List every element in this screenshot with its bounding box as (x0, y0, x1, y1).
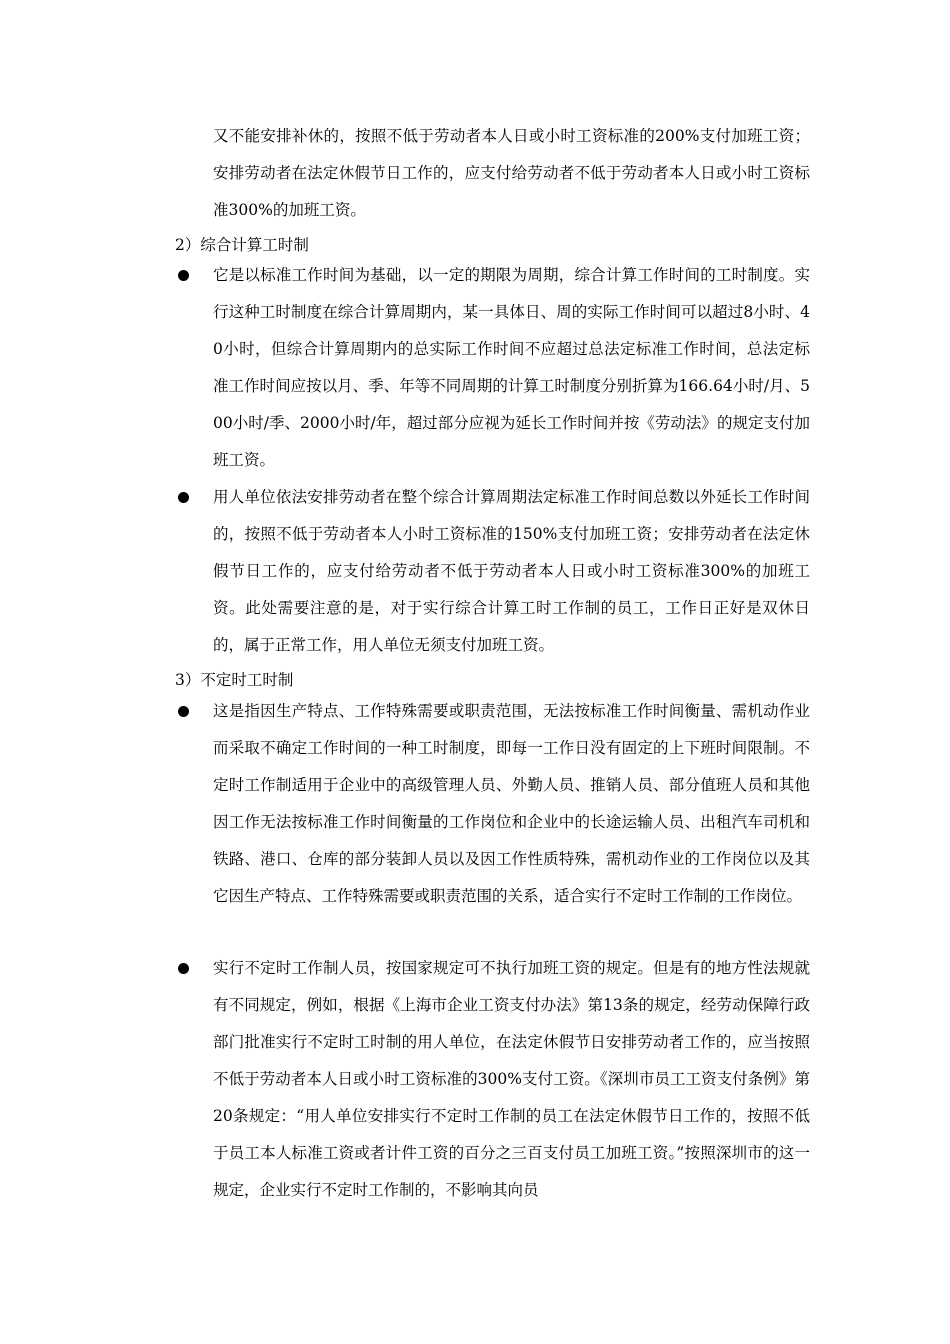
section-3-heading: 3）不定时工时制 (175, 671, 294, 689)
bullet-icon (178, 706, 189, 717)
section-3-bullet-2: 实行不定时工作制人员，按国家规定可不执行加班工资的规定。但是有的地方性法规就有不同规定，例如，根据《上海市企业工资支付办法》第13条的规定，经劳动保障行政部门批准实行不定时工时制的用人单位，在法定休假节日安排劳动者工作的，应当按照不低于劳动者本人日或小时工资标准的300%支付工资。《深圳市员工工资支付条例》第20条规定：“用人单位安排实行不定时工作制的员工在法定休假节日工作的，按照不低于员工本人标准工资或者计件工资的百分之三百支付员工加班工资。”按照深圳市的这一规定，企业实行不定时工作制的，不影响其向员 (213, 959, 810, 1199)
bullet-icon (178, 963, 189, 974)
section-2-bullet-1: 它是以标准工作时间为基础，以一定的期限为周期，综合计算工作时间的工时制度。实行这种工时制度在综合计算周期内，某一具体日、周的实际工作时间可以超过8小时、40小时，但综合计算周期内的总实际工作时间不应超过总法定标准工作时间，总法定标准工作时间应按以月、季、年等不同周期的计算工时制度分别折算为166.64小时/月、500小时/季、2000小时/年，超过部分应视为延长工作时间并按《劳动法》的规定支付加班工资。 (213, 266, 810, 469)
bullet-icon (178, 492, 189, 503)
bullet-icon (178, 270, 189, 281)
section-2-bullet-2: 用人单位依法安排劳动者在整个综合计算周期法定标准工作时间总数以外延长工作时间的，按照不低于劳动者本人小时工资标准的150%支付加班工资；安排劳动者在法定休假节日工作的，应支付给劳动者不低于劳动者本人日或小时工资标准300%的加班工资。此处需要注意的是，对于实行综合计算工时工作制的员工，工作日正好是双休日的，属于正常工作，用人单位无须支付加班工资。 (213, 488, 810, 654)
section-2-heading: 2）综合计算工时制 (175, 236, 309, 254)
intro-paragraph: 又不能安排补休的，按照不低于劳动者本人日或小时工资标准的200%支付加班工资；安排劳动者在法定休假节日工作的，应支付给劳动者不低于劳动者本人日或小时工资标准300%的加班工资。 (213, 127, 810, 219)
section-3-bullet-1: 这是指因生产特点、工作特殊需要或职责范围，无法按标准工作时间衡量、需机动作业而采取不确定工作时间的一种工时制度，即每一工作日没有固定的上下班时间限制。不定时工作制适用于企业中的高级管理人员、外勤人员、推销人员、部分值班人员和其他因工作无法按标准工作时间衡量的工作岗位和企业中的长途运输人员、出租汽车司机和铁路、港口、仓库的部分装卸人员以及因工作性质特殊，需机动作业的工作岗位以及其它因生产特点、工作特殊需要或职责范围的关系，适合实行不定时工作制的工作岗位。 (213, 702, 810, 905)
